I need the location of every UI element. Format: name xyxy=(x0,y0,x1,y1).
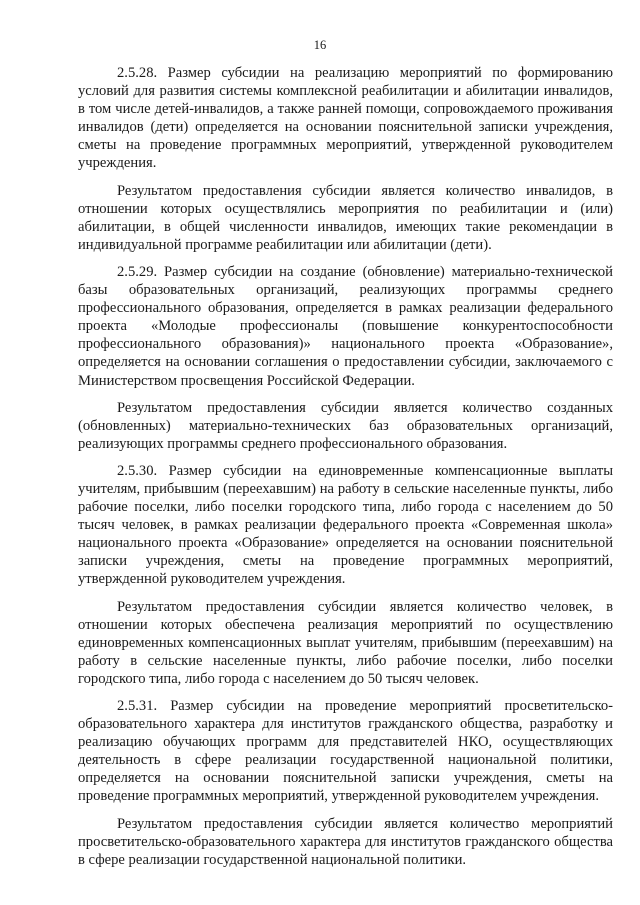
paragraph-2-5-28: 2.5.28. Размер субсидии на реализацию мероприятий по формированию условий для развития системы комплексной реабилитации и абилитации инвалидов, в том числе детей-инвалидов, а также ранней помощи, сопровождаемого проживания инвалидов (дети) определяется на основании пояснительной записки учреждения, сметы на проведение программных мероприятий, утвержденной руководителем учреждения. xyxy=(78,65,613,172)
paragraph-2-5-29-result: Результатом предоставления субсидии является количество созданных (обновленных) материально-технических баз образовательных организаций, реализующих программы среднего профессионального образования. xyxy=(78,399,613,452)
paragraph-2-5-28-result: Результатом предоставления субсидии является количество инвалидов, в отношении которых осуществлялись мероприятия по реабилитации и (или) абилитации, в общей численности инвалидов, имеющих такие рекомендации в индивидуальной программе реабилитации или абилитации (дети). xyxy=(78,182,613,253)
paragraph-2-5-29: 2.5.29. Размер субсидии на создание (обновление) материально-технической базы образовательных организаций, реализующих программы среднего профессионального образования, определяется в рамках реализации федерального проекта «Молодые профессионалы (повышение конкурентоспособности профессионального образования)» национального проекта «Образование», определяется на основании соглашения о предоставлении субсидии, заключаемого с Министерством просвещения Российской Федерации. xyxy=(78,263,613,389)
paragraph-2-5-30: 2.5.30. Размер субсидии на единовременные компенсационные выплаты учителям, прибывшим (переехавшим) на работу в сельские населенные пункты, либо рабочие поселки, либо поселки городского типа, либо города с населением до 50 тысяч человек, в рамках реализации федерального проекта «Современная школа» национального проекта «Образование» определяется на основании пояснительной записки учреждения, сметы на проведение программных мероприятий, утвержденной руководителем учреждения. xyxy=(78,462,613,588)
paragraph-2-5-31-result: Результатом предоставления субсидии является количество мероприятий просветительско-образовательного характера для институтов гражданского общества в сфере реализации государственной национальной политики. xyxy=(78,815,613,868)
paragraph-2-5-30-result: Результатом предоставления субсидии является количество человек, в отношении которых обеспечена реализация мероприятий по осуществлению единовременных компенсационных выплат учителям, прибывшим (переехавшим) на работу в сельские населенные пункты, либо рабочие поселки, либо поселки городского типа, либо города с населением до 50 тысяч человек. xyxy=(78,598,613,687)
page-number: 16 xyxy=(313,38,327,52)
paragraph-2-5-31: 2.5.31. Размер субсидии на проведение мероприятий просветительско-образовательного характера для институтов гражданского общества, разработку и реализацию обучающих программ для представителей НКО, осуществляющих деятельность в сфере реализации государственной национальной политики, определяется на основании пояснительной записки учреждения, сметы на проведение программных мероприятий, утвержденной руководителем учреждения. xyxy=(78,698,613,805)
document-body xyxy=(78,64,613,878)
